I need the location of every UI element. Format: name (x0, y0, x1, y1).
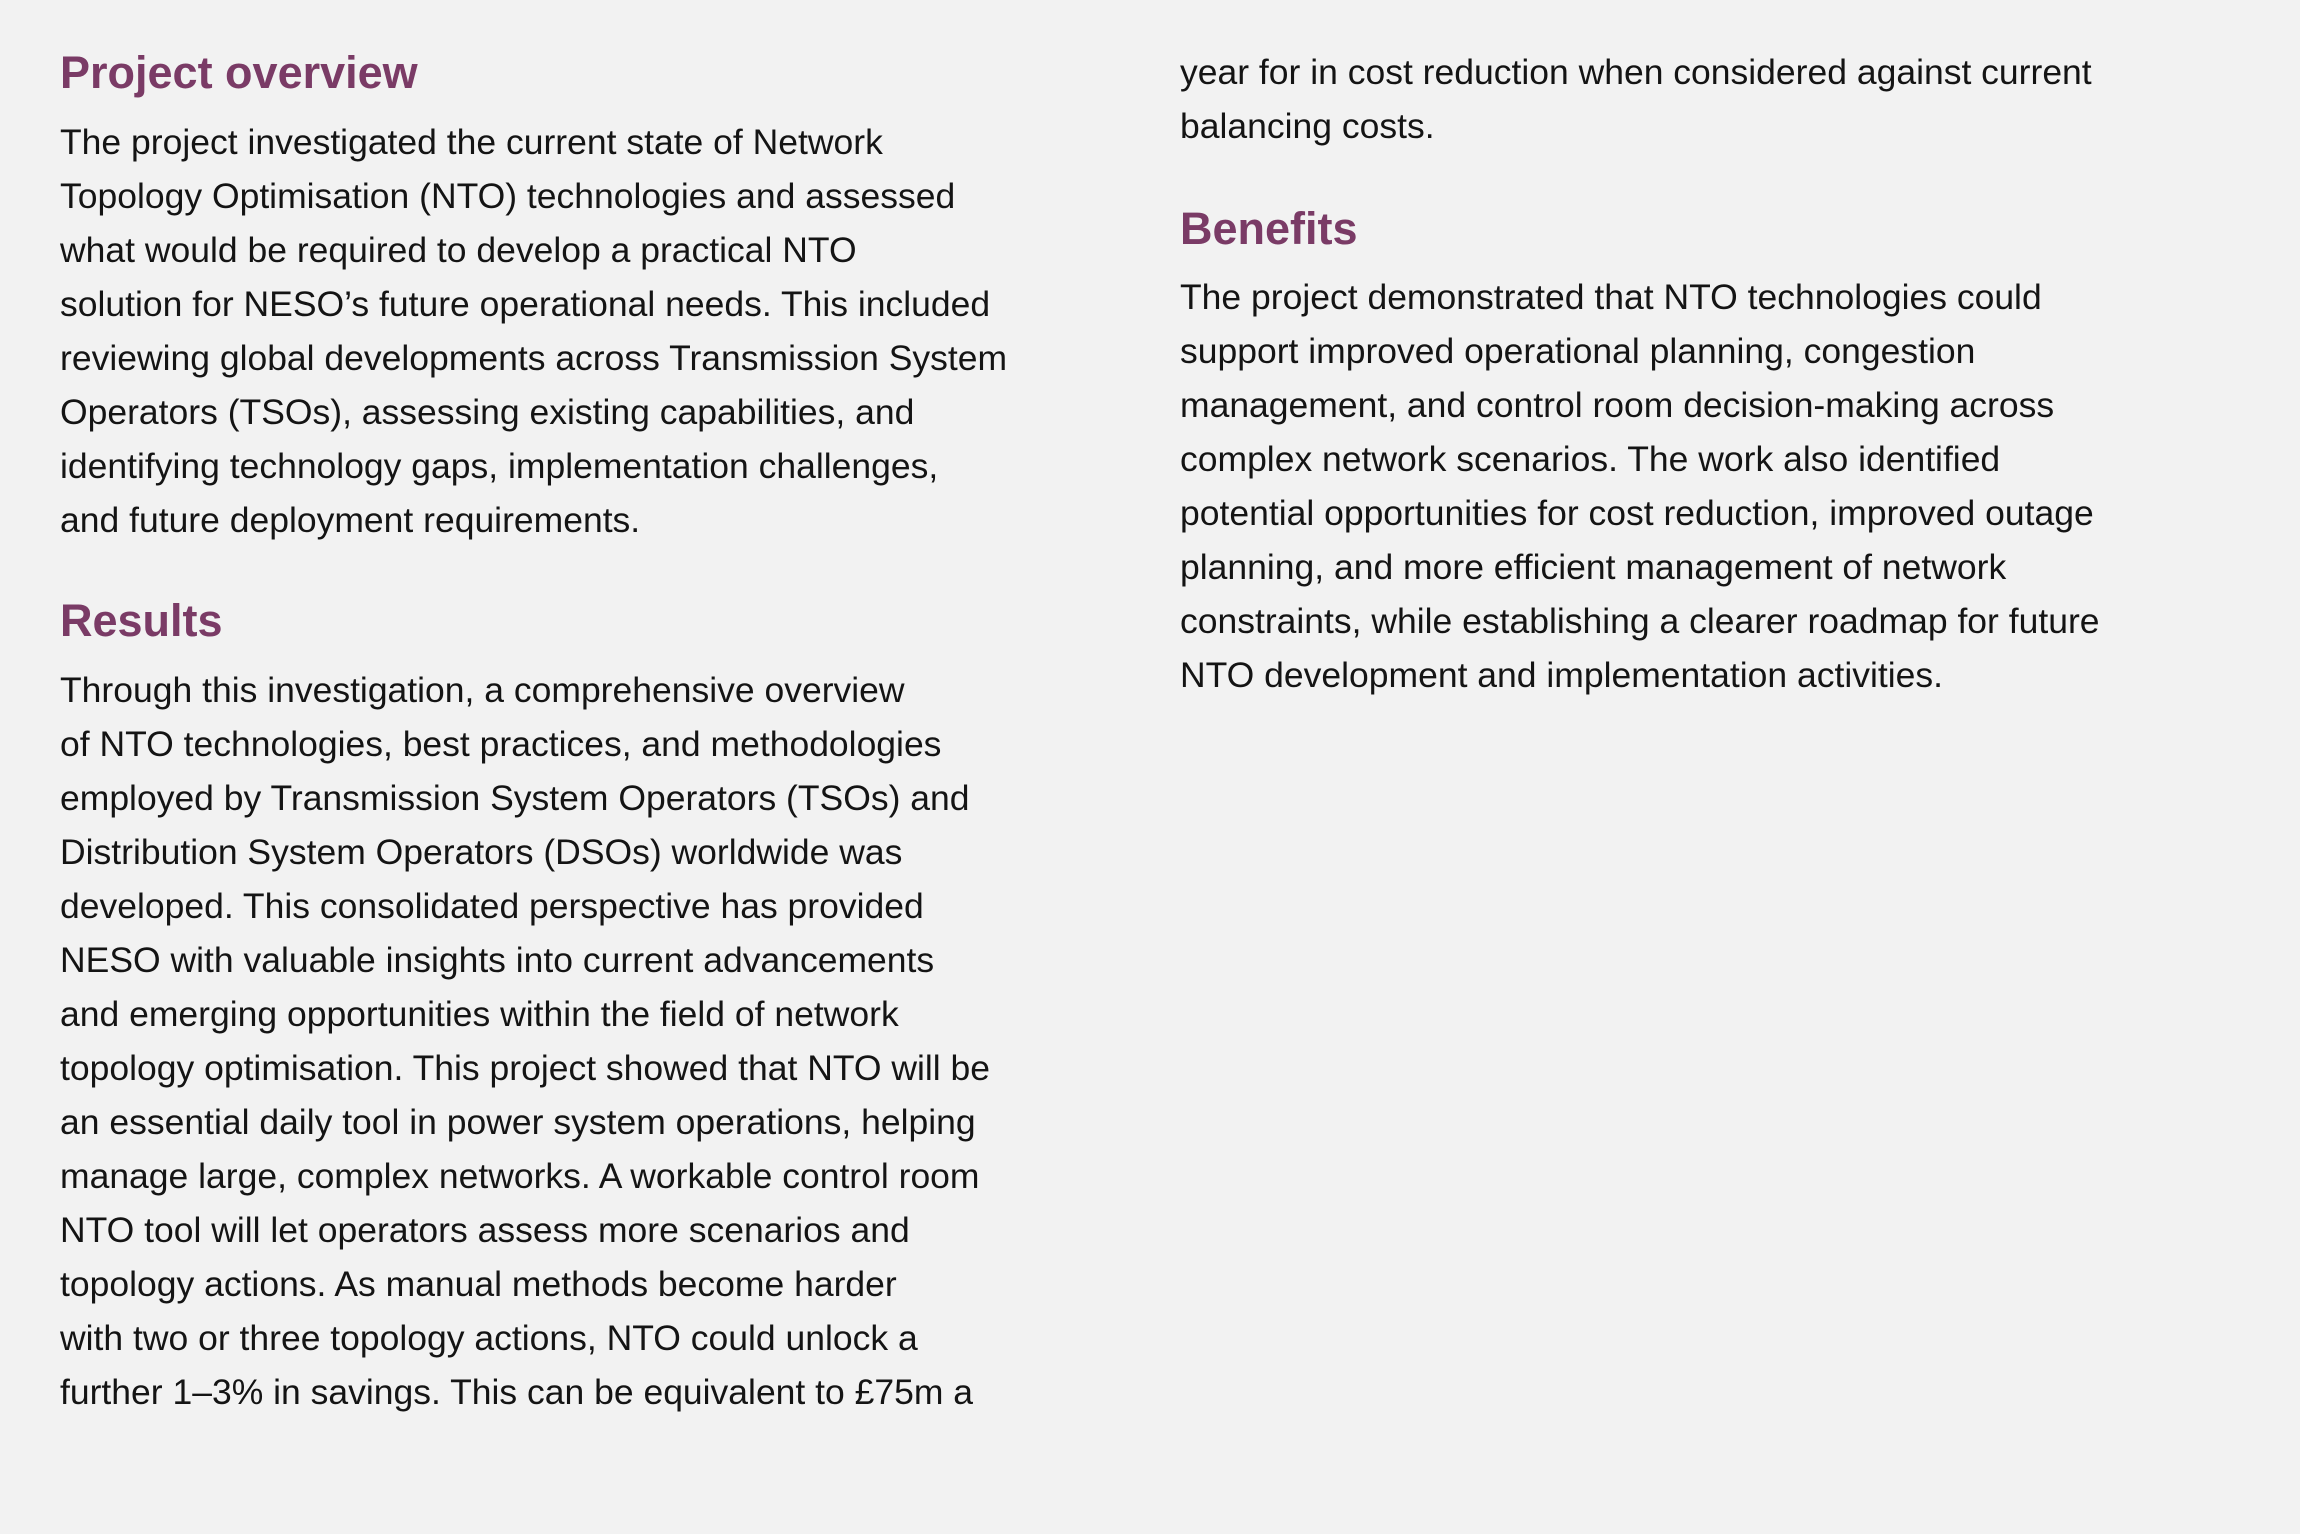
results-text (60, 663, 990, 1419)
results-continued-text (1180, 45, 2092, 153)
benefits-line: management, and control room decision-making across (1180, 385, 2055, 425)
results-line: further 1–3% in savings. This can be equivalent to £75m a (60, 1372, 974, 1412)
results-line: with two or three topology actions, NTO could unlock a (60, 1318, 918, 1358)
results-continued-line: year for in cost reduction when considered against current (1180, 52, 2092, 92)
results-line: topology actions. As manual methods become harder (60, 1264, 897, 1304)
project-overview-text (60, 115, 1007, 547)
project-overview-line: reviewing global developments across Transmission System (60, 338, 1008, 378)
benefits-line: NTO development and implementation activities. (1180, 655, 1943, 695)
benefits-line: potential opportunities for cost reduction, improved outage (1180, 493, 2094, 533)
results-line: and emerging opportunities within the field of network (60, 994, 899, 1034)
results-line: NTO tool will let operators assess more scenarios and (60, 1210, 910, 1250)
results-line: of NTO technologies, best practices, and methodologies (60, 724, 942, 764)
project-overview-line: and future deployment requirements. (60, 500, 641, 540)
results-continued-line: balancing costs. (1180, 106, 1435, 146)
benefits-text (1180, 270, 2100, 702)
benefits-line: support improved operational planning, congestion (1180, 331, 1976, 371)
project-overview-line: Operators (TSOs), assessing existing capabilities, and (60, 392, 915, 432)
results-line: Through this investigation, a comprehensive overview (60, 670, 905, 710)
project-overview-line: Topology Optimisation (NTO) technologies and assessed (60, 176, 956, 216)
project-overview-line: what would be required to develop a practical NTO (60, 230, 857, 270)
results-line: NESO with valuable insights into current advancements (60, 940, 935, 980)
project-overview-line: solution for NESO’s future operational needs. This included (60, 284, 991, 324)
results-line: topology optimisation. This project showed that NTO will be (60, 1048, 991, 1088)
benefits-line: constraints, while establishing a clearer roadmap for future (1180, 601, 2100, 641)
results-line: employed by Transmission System Operators (TSOs) and (60, 778, 970, 818)
results-heading: Results (60, 595, 223, 646)
results-line: Distribution System Operators (DSOs) worldwide was (60, 832, 903, 872)
benefits-line: planning, and more efficient management of network (1180, 547, 2007, 587)
benefits-line: complex network scenarios. The work also identified (1180, 439, 2001, 479)
results-line: an essential daily tool in power system operations, helping (60, 1102, 976, 1142)
results-line: manage large, complex networks. A workable control room (60, 1156, 980, 1196)
project-overview-line: The project investigated the current state of Network (60, 122, 883, 162)
benefits-line: The project demonstrated that NTO technologies could (1180, 277, 2042, 317)
project-overview-line: identifying technology gaps, implementation challenges, (60, 446, 939, 486)
benefits-heading: Benefits (1180, 203, 1358, 254)
project-overview-heading: Project overview (60, 47, 418, 98)
results-line: developed. This consolidated perspective has provided (60, 886, 924, 926)
